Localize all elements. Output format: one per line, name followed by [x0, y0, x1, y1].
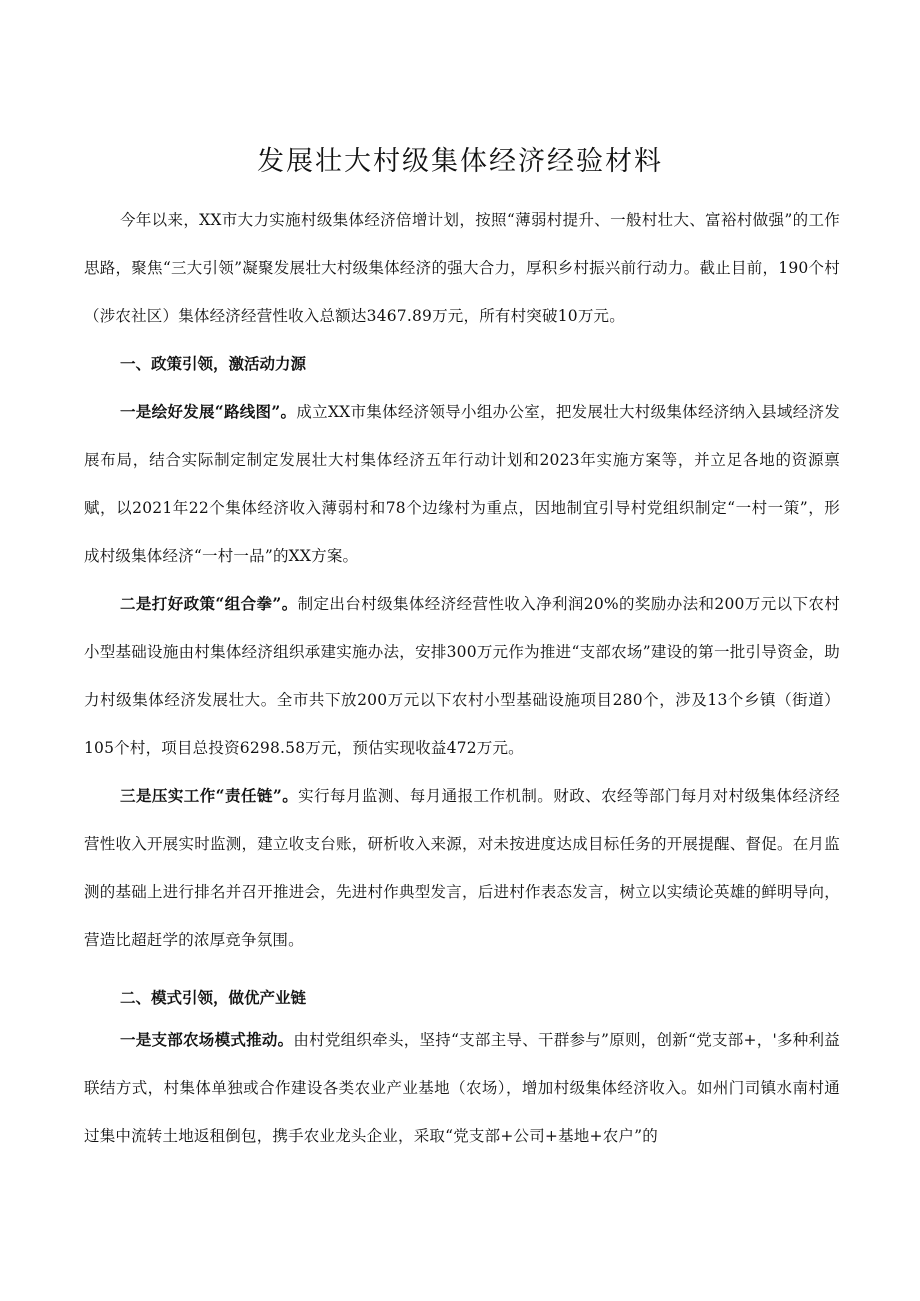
paragraph-lead: 一是绘好发展“路线图”。 — [120, 402, 297, 421]
paragraph-body: 实行每月监测、每月通报工作机制。财政、农经等部门每月对村级集体经济经营性收入开展实时监测，建立收支台账，研析收入来源，对未按进度达成目标任务的开展提醒、督促。在月监测的基础上进行排名并召开推进会，先进村作典型发言，后进村作表态发言，树立以实绩论英雄的鲜明导向，营造比超赶学的浓厚竞争氛围。 — [84, 787, 840, 949]
paragraph-body: 由村党组织牵头，坚持“支部主导、干群参与”原则，创新“党支部+，'多种利益联结方式，村集体单独或合作建设各类农业产业基地（农场），增加村级集体经济收入。如州门司镇水南村通过集中流转土地返租倒包，携手农业龙头企业，采取“党支部+公司+基地+农户”的 — [84, 1031, 840, 1145]
paragraph-lead: 一是支部农场模式推动。 — [120, 1030, 294, 1049]
paragraph-lead: 三是压实工作“责任链”。 — [120, 786, 299, 805]
paragraph-roadmap — [84, 388, 840, 580]
paragraph-body: 成立XX市集体经济领导小组办公室，把发展壮大村级集体经济纳入县域经济发展布局，结合实际制定制定发展壮大村集体经济五年行动计划和2023年实施方案等，并立足各地的资源禀赋，以2021年22个集体经济收入薄弱村和78个边缘村为重点，因地制宜引导村党组织制定“一村一策”，形成村级集体经济“一村一品”的XX方案。 — [84, 403, 841, 565]
section-heading-model: 二、模式引领，做优产业链 — [120, 988, 307, 1007]
paragraph-lead: 二是打好政策“组合拳”。 — [120, 594, 298, 613]
paragraph-policy-combo — [84, 580, 840, 772]
paragraph-branch-farm — [84, 1016, 840, 1160]
paragraph-responsibility — [84, 772, 840, 964]
intro-paragraph: 今年以来，XX市大力实施村级集体经济倍增计划，按照“薄弱村提升、一般村壮大、富裕村做强”的工作思路，聚焦“三大引领”凝聚发展壮大村级集体经济的强大合力，厚积乡村振兴前行动力。截止目前，190个村（涉农社区）集体经济经营性收入总额达3467.89万元，所有村突破10万元。 — [84, 211, 840, 325]
section-heading-policy: 一、政策引领，激活动力源 — [120, 354, 307, 373]
paragraph-body: 制定出台村级集体经济经营性收入净利润20%的奖励办法和200万元以下农村小型基础设施由村集体经济组织承建实施办法，安排300万元作为推进“支部农场”建设的第一批引导资金，助力村级集体经济发展壮大。全市共下放200万元以下农村小型基础设施项目280个，涉及13个乡镇（街道）105个村，项目总投资6298.58万元，预估实现收益472万元。 — [84, 595, 840, 757]
page-title: 发展壮大村级集体经济经验材料 — [257, 146, 663, 177]
